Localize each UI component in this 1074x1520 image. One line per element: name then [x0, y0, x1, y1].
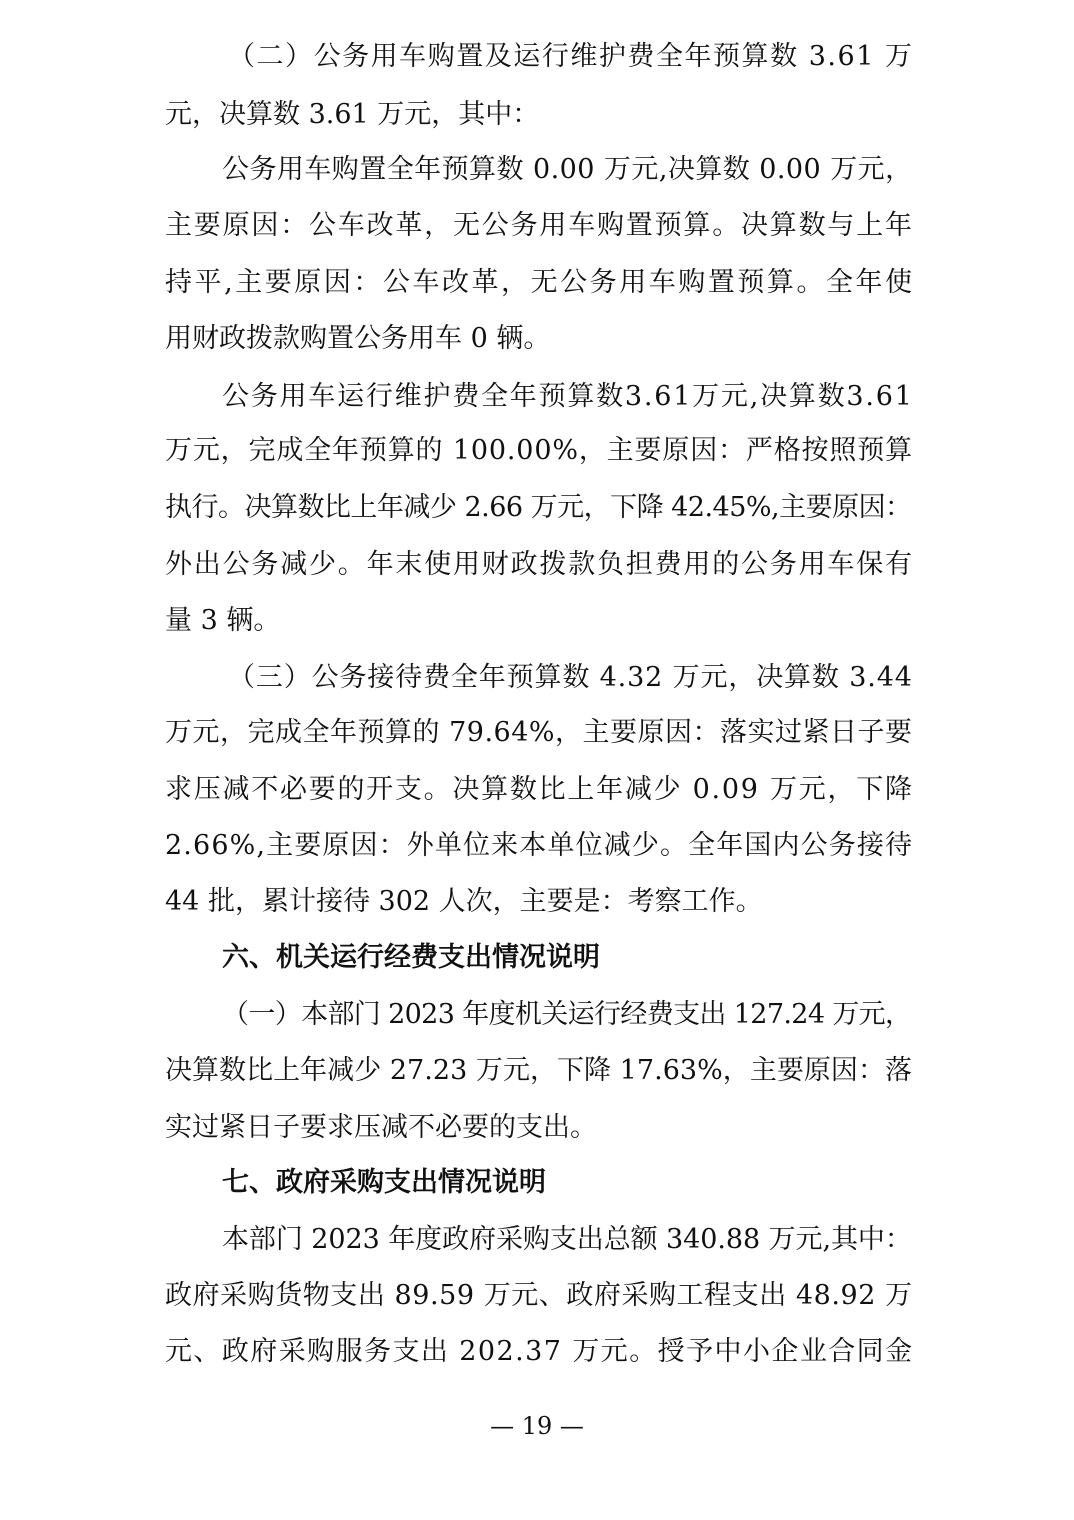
- text-line: 公务用车运行维护费全年预算数3.61万元,决算数3.61: [222, 381, 914, 412]
- text-line: 量 3 辆。: [165, 605, 281, 636]
- text-line: 万元，完成全年预算的 79.64%，主要原因：落实过紧日子要: [165, 717, 913, 748]
- text-line: 万元，完成全年预算的 100.00%，主要原因：严格按照预算: [165, 435, 913, 466]
- text-line: 求压减不必要的开支。决算数比上年减少 0.09 万元，下降: [165, 774, 914, 805]
- text-line: （一）本部门 2023 年度机关运行经费支出 127.24 万元，: [222, 999, 912, 1030]
- page-number: — 19 —: [490, 1412, 584, 1440]
- text-line: 44 批，累计接待 302 人次，主要是：考察工作。: [165, 886, 763, 917]
- text-line: 执行。决算数比上年减少 2.66 万元，下降 42.45%,主要原因：: [165, 492, 912, 523]
- text-line: 政府采购货物支出 89.59 万元、政府采购工程支出 48.92 万: [165, 1280, 913, 1311]
- text-line: 外出公务减少。年末使用财政拨款负担费用的公务用车保有: [165, 549, 914, 580]
- text-line: 持平,主要原因：公车改革，无公务用车购置预算。全年使: [165, 267, 915, 298]
- text-line: 2.66%,主要原因：外单位来本单位减少。全年国内公务接待: [165, 830, 914, 861]
- text-line: 用财政拨款购置公务用车 0 辆。: [165, 323, 551, 354]
- text-line: 本部门 2023 年度政府采购支出总额 340.88 万元,其中：: [222, 1224, 912, 1255]
- text-line: 元，决算数 3.61 万元，其中：: [165, 99, 540, 130]
- section-heading: 六、机关运行经费支出情况说明: [222, 942, 600, 973]
- text-line: 元、政府采购服务支出 202.37 万元。授予中小企业合同金: [165, 1336, 914, 1367]
- text-line: 决算数比上年减少 27.23 万元，下降 17.63%，主要原因：落: [165, 1055, 913, 1086]
- text-line: （三）公务接待费全年预算数 4.32 万元，决算数 3.44: [228, 662, 913, 693]
- text-line: 主要原因：公车改革，无公务用车购置预算。决算数与上年: [165, 210, 914, 241]
- text-line: 实过紧日子要求压减不必要的支出。: [165, 1112, 597, 1143]
- text-line: （二）公务用车购置及运行维护费全年预算数 3.61 万: [228, 41, 914, 72]
- section-heading: 七、政府采购支出情况说明: [222, 1167, 546, 1198]
- text-line: 公务用车购置全年预算数 0.00 万元,决算数 0.00 万元，: [222, 154, 913, 185]
